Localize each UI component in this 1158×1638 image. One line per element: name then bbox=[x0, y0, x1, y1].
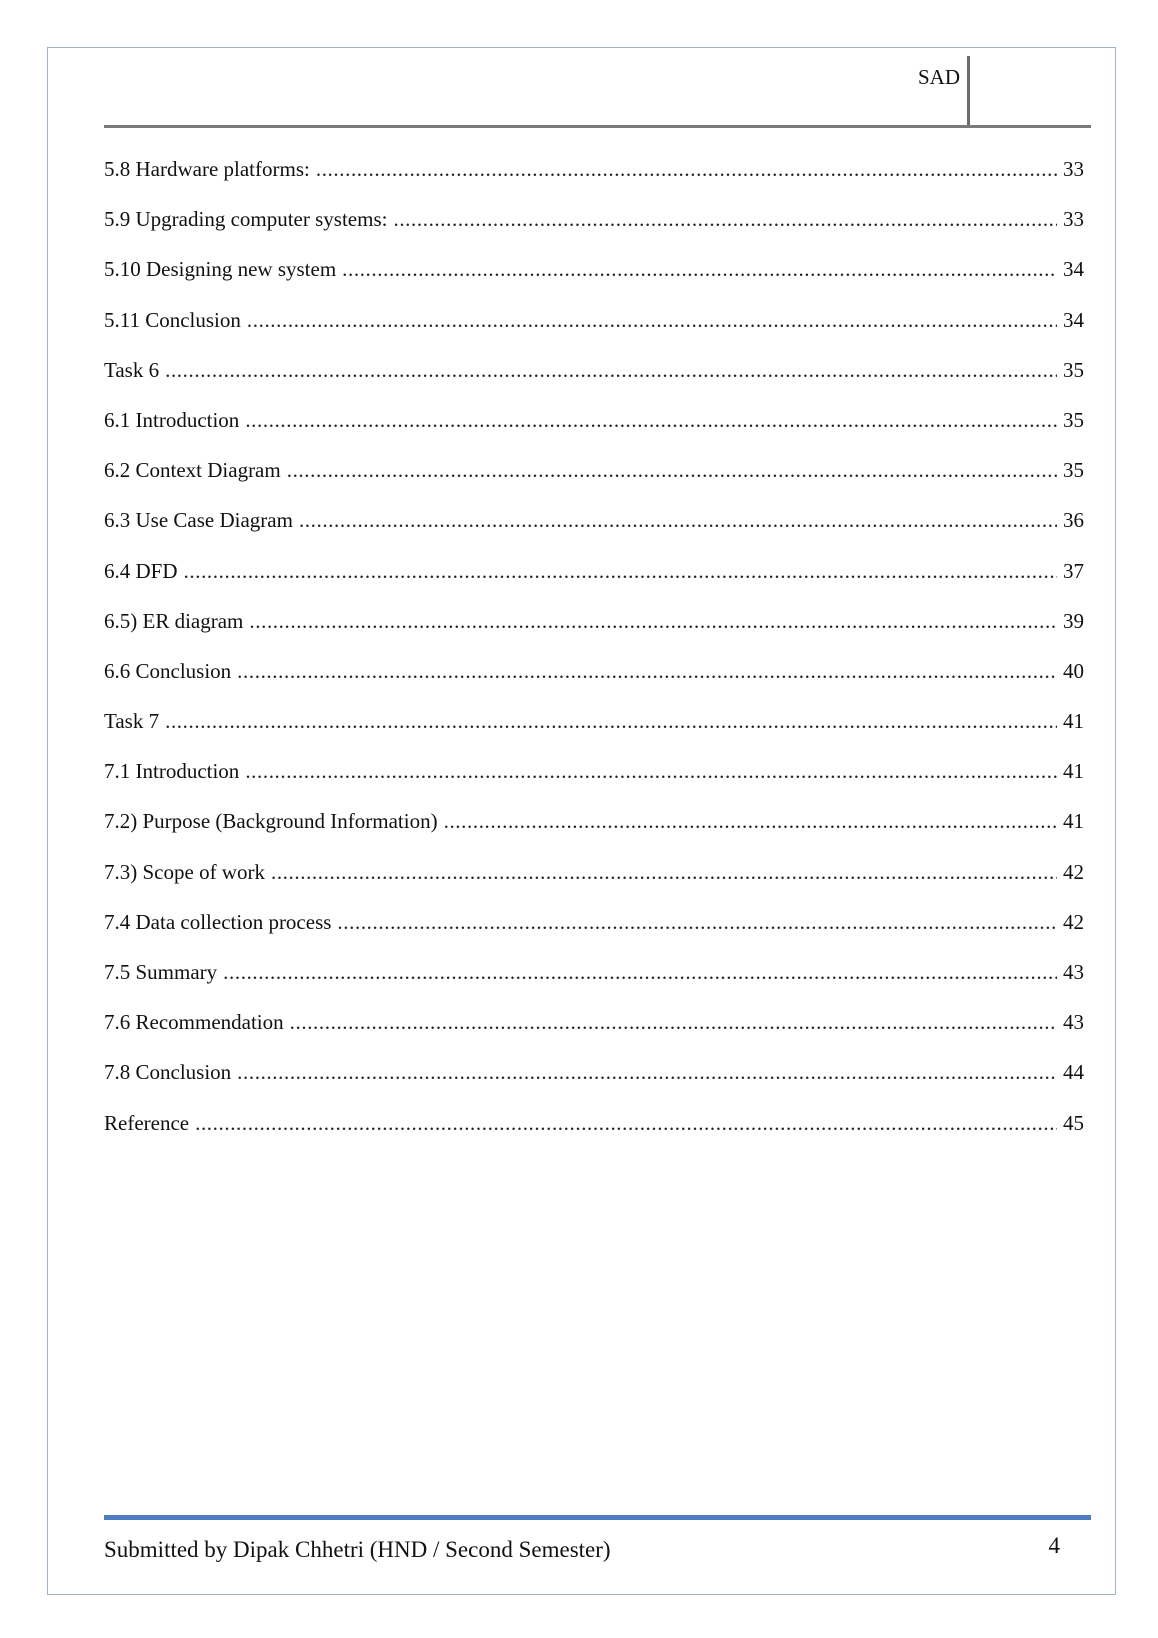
toc-entry-page: 35 bbox=[1063, 357, 1084, 382]
toc-entry[interactable] bbox=[104, 256, 1084, 306]
toc-entry[interactable] bbox=[104, 758, 1084, 808]
toc-entry-title: 6.2 Context Diagram bbox=[104, 458, 281, 483]
toc-entry-title: Reference bbox=[104, 1110, 190, 1135]
toc-entry-page: 36 bbox=[1063, 508, 1084, 533]
toc-dot-leader bbox=[245, 407, 1057, 433]
header-divider-vertical bbox=[967, 56, 970, 125]
toc-dot-leader bbox=[223, 959, 1057, 985]
toc-entry[interactable] bbox=[104, 608, 1084, 658]
toc-entry[interactable] bbox=[104, 658, 1084, 708]
toc-entry[interactable] bbox=[104, 1059, 1084, 1109]
toc-entry-page: 45 bbox=[1063, 1110, 1084, 1135]
toc-entry[interactable] bbox=[104, 808, 1084, 858]
toc-entry-page: 37 bbox=[1063, 558, 1084, 583]
toc-entry-page: 33 bbox=[1063, 207, 1084, 232]
toc-entry-page: 42 bbox=[1063, 909, 1084, 934]
toc-entry[interactable] bbox=[104, 909, 1084, 959]
header-rule bbox=[104, 125, 1091, 128]
toc-entry-page: 35 bbox=[1063, 458, 1084, 483]
toc-entry[interactable] bbox=[104, 457, 1084, 507]
toc-entry-page: 41 bbox=[1063, 759, 1084, 784]
toc-dot-leader bbox=[165, 708, 1057, 734]
toc-entry-title: 7.4 Data collection process bbox=[104, 909, 332, 934]
toc-dot-leader bbox=[290, 1009, 1057, 1035]
toc-dot-leader bbox=[247, 307, 1057, 333]
toc-dot-leader bbox=[287, 457, 1057, 483]
toc-entry[interactable] bbox=[104, 407, 1084, 457]
toc-entry[interactable] bbox=[104, 307, 1084, 357]
toc-entry-title: 6.3 Use Case Diagram bbox=[104, 508, 293, 533]
toc-entry-title: 6.1 Introduction bbox=[104, 407, 240, 432]
toc-entry[interactable] bbox=[104, 1009, 1084, 1059]
toc-dot-leader bbox=[195, 1110, 1057, 1136]
toc-entry[interactable] bbox=[104, 1110, 1084, 1160]
toc-dot-leader bbox=[337, 909, 1057, 935]
toc-dot-leader bbox=[237, 658, 1057, 684]
toc-entry-page: 43 bbox=[1063, 1010, 1084, 1035]
toc-entry-title: 7.3) Scope of work bbox=[104, 859, 265, 884]
toc-entry-page: 41 bbox=[1063, 709, 1084, 734]
toc-entry-page: 33 bbox=[1063, 157, 1084, 181]
toc-entry[interactable] bbox=[104, 959, 1084, 1009]
table-of-contents bbox=[104, 156, 1084, 1160]
toc-entry-page: 34 bbox=[1063, 307, 1084, 332]
toc-entry-title: 7.2) Purpose (Background Information) bbox=[104, 809, 438, 834]
toc-entry-title: 5.10 Designing new system bbox=[104, 257, 337, 282]
footer-rule bbox=[104, 1515, 1091, 1520]
toc-entry-page: 42 bbox=[1063, 859, 1084, 884]
toc-entry[interactable] bbox=[104, 357, 1084, 407]
toc-entry[interactable] bbox=[104, 558, 1084, 608]
toc-dot-leader bbox=[184, 558, 1057, 584]
toc-entry-title: 6.6 Conclusion bbox=[104, 658, 232, 683]
toc-entry-page: 40 bbox=[1063, 658, 1084, 683]
toc-entry[interactable] bbox=[104, 156, 1084, 206]
toc-entry-title: 6.4 DFD bbox=[104, 558, 178, 583]
toc-dot-leader bbox=[393, 206, 1057, 232]
toc-entry-title: 5.9 Upgrading computer systems: bbox=[104, 207, 388, 232]
footer-submitted-by: Submitted by Dipak Chhetri (HND / Second Semester) bbox=[104, 1537, 611, 1562]
toc-dot-leader bbox=[316, 156, 1057, 182]
toc-entry-page: 44 bbox=[1063, 1060, 1084, 1085]
toc-entry-title: 7.1 Introduction bbox=[104, 759, 240, 784]
toc-entry-page: 41 bbox=[1063, 809, 1084, 834]
toc-dot-leader bbox=[342, 256, 1057, 282]
toc-dot-leader bbox=[165, 357, 1057, 383]
header-title: SAD bbox=[917, 65, 960, 89]
toc-entry-title: 7.5 Summary bbox=[104, 960, 218, 984]
toc-entry-title: Task 7 bbox=[104, 709, 160, 734]
toc-dot-leader bbox=[299, 507, 1057, 533]
toc-entry-title: 7.8 Conclusion bbox=[104, 1060, 232, 1085]
toc-dot-leader bbox=[237, 1059, 1057, 1085]
toc-entry-title: 5.8 Hardware platforms: bbox=[104, 157, 310, 181]
toc-dot-leader bbox=[271, 859, 1057, 885]
toc-entry[interactable] bbox=[104, 206, 1084, 256]
toc-entry[interactable] bbox=[104, 507, 1084, 557]
toc-dot-leader bbox=[444, 808, 1057, 834]
footer-page-number: 4 bbox=[1048, 1533, 1060, 1558]
toc-dot-leader bbox=[249, 608, 1057, 634]
toc-entry[interactable] bbox=[104, 708, 1084, 758]
toc-entry-title: 6.5) ER diagram bbox=[104, 608, 244, 633]
toc-dot-leader bbox=[245, 758, 1057, 784]
toc-entry-title: 5.11 Conclusion bbox=[104, 307, 241, 332]
toc-entry-title: 7.6 Recommendation bbox=[104, 1010, 284, 1035]
toc-entry-page: 34 bbox=[1063, 257, 1084, 282]
toc-entry-page: 43 bbox=[1063, 960, 1084, 984]
toc-entry-title: Task 6 bbox=[104, 357, 160, 382]
toc-entry-page: 35 bbox=[1063, 407, 1084, 432]
toc-entry-page: 39 bbox=[1063, 608, 1084, 633]
toc-entry[interactable] bbox=[104, 859, 1084, 909]
